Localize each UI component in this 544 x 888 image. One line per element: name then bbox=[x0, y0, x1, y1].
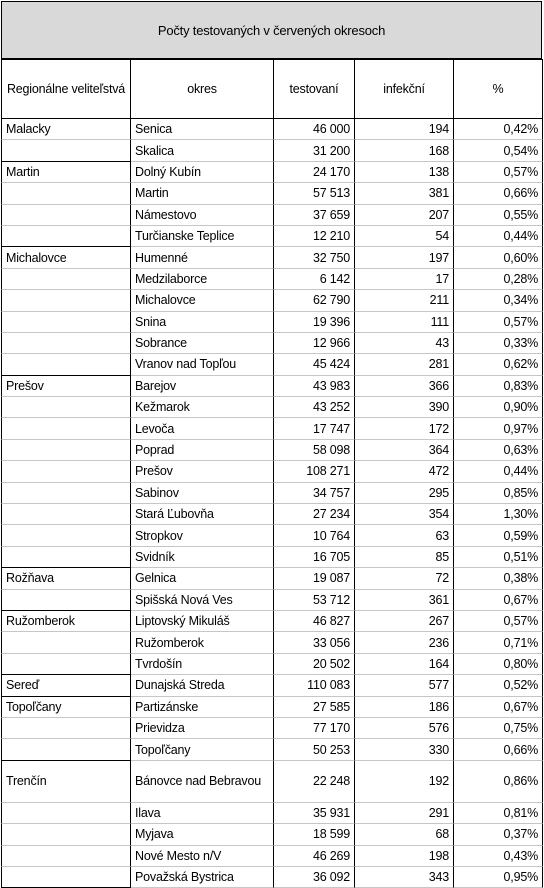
cell-percent: 0,44% bbox=[454, 226, 543, 247]
cell-infectious: 390 bbox=[355, 397, 454, 418]
cell-regional-command bbox=[1, 397, 131, 418]
cell-regional-command: Trenčín bbox=[1, 761, 131, 803]
cell-infectious: 68 bbox=[355, 824, 454, 845]
cell-tested: 36 092 bbox=[274, 867, 355, 888]
cell-regional-command bbox=[1, 632, 131, 653]
header-district: okres bbox=[131, 59, 274, 119]
cell-district: Senica bbox=[131, 119, 274, 140]
table-row bbox=[1, 376, 543, 397]
cell-infectious: 54 bbox=[355, 226, 454, 247]
table-row bbox=[1, 247, 543, 268]
cell-district: Kežmarok bbox=[131, 397, 274, 418]
cell-percent: 0,52% bbox=[454, 675, 543, 696]
cell-regional-command: Prešov bbox=[1, 376, 131, 397]
cell-infectious: 197 bbox=[355, 247, 454, 268]
cell-infectious: 361 bbox=[355, 590, 454, 611]
table-row bbox=[1, 440, 543, 461]
cell-district: Ilava bbox=[131, 803, 274, 824]
table-row bbox=[1, 504, 543, 525]
cell-tested: 19 087 bbox=[274, 568, 355, 589]
cell-district: Myjava bbox=[131, 824, 274, 845]
cell-percent: 0,33% bbox=[454, 333, 543, 354]
cell-tested: 58 098 bbox=[274, 440, 355, 461]
table-row bbox=[1, 803, 543, 824]
table-row bbox=[1, 824, 543, 845]
cell-infectious: 364 bbox=[355, 440, 454, 461]
cell-district: Dunajská Streda bbox=[131, 675, 274, 696]
cell-district: Spišská Nová Ves bbox=[131, 590, 274, 611]
cell-regional-command bbox=[1, 269, 131, 290]
cell-infectious: 236 bbox=[355, 632, 454, 653]
cell-infectious: 63 bbox=[355, 525, 454, 546]
cell-tested: 10 764 bbox=[274, 525, 355, 546]
cell-district: Bánovce nad Bebravou bbox=[131, 761, 274, 803]
cell-percent: 0,85% bbox=[454, 483, 543, 504]
cell-infectious: 85 bbox=[355, 547, 454, 568]
cell-percent: 0,28% bbox=[454, 269, 543, 290]
cell-district: Sobrance bbox=[131, 333, 274, 354]
header-tested: testovaní bbox=[274, 59, 355, 119]
data-table bbox=[1, 119, 543, 888]
cell-tested: 35 931 bbox=[274, 803, 355, 824]
cell-tested: 27 234 bbox=[274, 504, 355, 525]
cell-percent: 0,57% bbox=[454, 162, 543, 183]
cell-percent: 0,44% bbox=[454, 461, 543, 482]
cell-infectious: 198 bbox=[355, 846, 454, 867]
table-row bbox=[1, 312, 543, 333]
cell-regional-command bbox=[1, 290, 131, 311]
cell-infectious: 381 bbox=[355, 183, 454, 204]
cell-infectious: 17 bbox=[355, 269, 454, 290]
cell-tested: 108 271 bbox=[274, 461, 355, 482]
table-row bbox=[1, 354, 543, 375]
cell-district: Vranov nad Topľou bbox=[131, 354, 274, 375]
cell-tested: 12 210 bbox=[274, 226, 355, 247]
table-row bbox=[1, 568, 543, 589]
header-infectious: infekční bbox=[355, 59, 454, 119]
cell-tested: 46 000 bbox=[274, 119, 355, 140]
cell-regional-command bbox=[1, 226, 131, 247]
cell-district: Nové Mesto n/V bbox=[131, 846, 274, 867]
cell-percent: 0,80% bbox=[454, 654, 543, 675]
cell-district: Stará Ľubovňa bbox=[131, 504, 274, 525]
cell-tested: 24 170 bbox=[274, 162, 355, 183]
cell-infectious: 194 bbox=[355, 119, 454, 140]
cell-regional-command bbox=[1, 504, 131, 525]
cell-percent: 0,67% bbox=[454, 590, 543, 611]
cell-district: Partizánske bbox=[131, 697, 274, 718]
cell-regional-command: Michalovce bbox=[1, 247, 131, 268]
cell-tested: 32 750 bbox=[274, 247, 355, 268]
cell-percent: 0,66% bbox=[454, 739, 543, 760]
cell-regional-command: Ružomberok bbox=[1, 611, 131, 632]
cell-tested: 31 200 bbox=[274, 140, 355, 161]
cell-percent: 0,86% bbox=[454, 761, 543, 803]
table-row bbox=[1, 525, 543, 546]
cell-percent: 1,30% bbox=[454, 504, 543, 525]
table-row bbox=[1, 290, 543, 311]
cell-percent: 0,38% bbox=[454, 568, 543, 589]
cell-tested: 19 396 bbox=[274, 312, 355, 333]
cell-infectious: 295 bbox=[355, 483, 454, 504]
cell-infectious: 343 bbox=[355, 867, 454, 888]
cell-regional-command bbox=[1, 824, 131, 845]
table-row bbox=[1, 461, 543, 482]
cell-regional-command bbox=[1, 461, 131, 482]
cell-regional-command bbox=[1, 312, 131, 333]
cell-district: Svidník bbox=[131, 547, 274, 568]
table-row bbox=[1, 654, 543, 675]
header-percent: % bbox=[454, 59, 543, 119]
cell-percent: 0,54% bbox=[454, 140, 543, 161]
cell-infectious: 576 bbox=[355, 718, 454, 739]
cell-district: Považská Bystrica bbox=[131, 867, 274, 888]
table-row bbox=[1, 333, 543, 354]
cell-infectious: 43 bbox=[355, 333, 454, 354]
cell-district: Snina bbox=[131, 312, 274, 333]
cell-tested: 57 513 bbox=[274, 183, 355, 204]
cell-tested: 6 142 bbox=[274, 269, 355, 290]
cell-tested: 77 170 bbox=[274, 718, 355, 739]
cell-district: Skalica bbox=[131, 140, 274, 161]
cell-infectious: 330 bbox=[355, 739, 454, 760]
cell-infectious: 211 bbox=[355, 290, 454, 311]
cell-infectious: 192 bbox=[355, 761, 454, 803]
table-row bbox=[1, 739, 543, 760]
cell-district: Ružomberok bbox=[131, 632, 274, 653]
table-row bbox=[1, 140, 543, 161]
cell-tested: 45 424 bbox=[274, 354, 355, 375]
cell-infectious: 207 bbox=[355, 205, 454, 226]
cell-tested: 50 253 bbox=[274, 739, 355, 760]
table-title: Počty testovaných v červených okresoch bbox=[1, 1, 542, 59]
cell-regional-command: Martin bbox=[1, 162, 131, 183]
cell-tested: 18 599 bbox=[274, 824, 355, 845]
table-row bbox=[1, 226, 543, 247]
cell-district: Levoča bbox=[131, 418, 274, 439]
cell-tested: 16 705 bbox=[274, 547, 355, 568]
cell-tested: 17 747 bbox=[274, 418, 355, 439]
cell-regional-command: Rožňava bbox=[1, 568, 131, 589]
cell-regional-command bbox=[1, 803, 131, 824]
table-row bbox=[1, 162, 543, 183]
cell-district: Prievidza bbox=[131, 718, 274, 739]
table-row bbox=[1, 483, 543, 504]
table-row bbox=[1, 119, 543, 140]
cell-percent: 0,66% bbox=[454, 183, 543, 204]
cell-infectious: 291 bbox=[355, 803, 454, 824]
cell-regional-command bbox=[1, 183, 131, 204]
table-row bbox=[1, 632, 543, 653]
cell-percent: 0,71% bbox=[454, 632, 543, 653]
cell-tested: 53 712 bbox=[274, 590, 355, 611]
cell-tested: 43 983 bbox=[274, 376, 355, 397]
cell-percent: 0,57% bbox=[454, 312, 543, 333]
cell-tested: 34 757 bbox=[274, 483, 355, 504]
table-row bbox=[1, 611, 543, 632]
table-row bbox=[1, 846, 543, 867]
cell-regional-command bbox=[1, 483, 131, 504]
table-row bbox=[1, 397, 543, 418]
cell-regional-command bbox=[1, 718, 131, 739]
header-regional-command: Regionálne veliteľstvá bbox=[1, 59, 131, 119]
cell-tested: 12 966 bbox=[274, 333, 355, 354]
cell-tested: 33 056 bbox=[274, 632, 355, 653]
cell-regional-command bbox=[1, 654, 131, 675]
table-row bbox=[1, 867, 543, 888]
cell-district: Dolný Kubín bbox=[131, 162, 274, 183]
cell-district: Michalovce bbox=[131, 290, 274, 311]
cell-infectious: 111 bbox=[355, 312, 454, 333]
header-row bbox=[1, 59, 543, 119]
cell-infectious: 354 bbox=[355, 504, 454, 525]
cell-percent: 0,95% bbox=[454, 867, 543, 888]
table-row bbox=[1, 183, 543, 204]
cell-district: Poprad bbox=[131, 440, 274, 461]
cell-percent: 0,55% bbox=[454, 205, 543, 226]
table-row bbox=[1, 269, 543, 290]
table-row bbox=[1, 718, 543, 739]
cell-regional-command bbox=[1, 739, 131, 760]
table-row bbox=[1, 697, 543, 718]
cell-district: Barejov bbox=[131, 376, 274, 397]
cell-percent: 0,34% bbox=[454, 290, 543, 311]
cell-regional-command: Sereď bbox=[1, 675, 131, 696]
cell-infectious: 172 bbox=[355, 418, 454, 439]
cell-district: Medzilaborce bbox=[131, 269, 274, 290]
cell-district: Stropkov bbox=[131, 525, 274, 546]
cell-district: Turčianske Teplice bbox=[131, 226, 274, 247]
cell-district: Tvrdošín bbox=[131, 654, 274, 675]
table-row bbox=[1, 675, 543, 696]
cell-regional-command bbox=[1, 525, 131, 546]
cell-infectious: 72 bbox=[355, 568, 454, 589]
table-row bbox=[1, 418, 543, 439]
table-row bbox=[1, 761, 543, 803]
cell-regional-command bbox=[1, 140, 131, 161]
cell-percent: 0,57% bbox=[454, 611, 543, 632]
cell-infectious: 186 bbox=[355, 697, 454, 718]
cell-tested: 62 790 bbox=[274, 290, 355, 311]
cell-regional-command bbox=[1, 590, 131, 611]
cell-percent: 0,97% bbox=[454, 418, 543, 439]
cell-tested: 43 252 bbox=[274, 397, 355, 418]
cell-tested: 27 585 bbox=[274, 697, 355, 718]
cell-percent: 0,59% bbox=[454, 525, 543, 546]
table-row bbox=[1, 205, 543, 226]
cell-regional-command bbox=[1, 418, 131, 439]
cell-tested: 46 269 bbox=[274, 846, 355, 867]
cell-district: Námestovo bbox=[131, 205, 274, 226]
cell-percent: 0,42% bbox=[454, 119, 543, 140]
cell-infectious: 472 bbox=[355, 461, 454, 482]
cell-regional-command: Malacky bbox=[1, 119, 131, 140]
cell-percent: 0,81% bbox=[454, 803, 543, 824]
cell-district: Topoľčany bbox=[131, 739, 274, 760]
cell-percent: 0,43% bbox=[454, 846, 543, 867]
cell-tested: 46 827 bbox=[274, 611, 355, 632]
cell-infectious: 164 bbox=[355, 654, 454, 675]
cell-tested: 110 083 bbox=[274, 675, 355, 696]
cell-tested: 20 502 bbox=[274, 654, 355, 675]
cell-regional-command: Topoľčany bbox=[1, 697, 131, 718]
cell-percent: 0,51% bbox=[454, 547, 543, 568]
cell-tested: 37 659 bbox=[274, 205, 355, 226]
cell-regional-command bbox=[1, 547, 131, 568]
cell-infectious: 138 bbox=[355, 162, 454, 183]
cell-regional-command bbox=[1, 354, 131, 375]
cell-regional-command bbox=[1, 846, 131, 867]
cell-percent: 0,67% bbox=[454, 697, 543, 718]
cell-percent: 0,60% bbox=[454, 247, 543, 268]
cell-district: Sabinov bbox=[131, 483, 274, 504]
cell-percent: 0,83% bbox=[454, 376, 543, 397]
table-row bbox=[1, 547, 543, 568]
cell-district: Martin bbox=[131, 183, 274, 204]
cell-tested: 22 248 bbox=[274, 761, 355, 803]
cell-percent: 0,62% bbox=[454, 354, 543, 375]
cell-regional-command bbox=[1, 440, 131, 461]
cell-district: Gelnica bbox=[131, 568, 274, 589]
cell-percent: 0,75% bbox=[454, 718, 543, 739]
cell-infectious: 281 bbox=[355, 354, 454, 375]
cell-district: Liptovský Mikuláš bbox=[131, 611, 274, 632]
cell-district: Prešov bbox=[131, 461, 274, 482]
cell-regional-command bbox=[1, 867, 131, 888]
cell-percent: 0,90% bbox=[454, 397, 543, 418]
cell-regional-command bbox=[1, 333, 131, 354]
cell-percent: 0,37% bbox=[454, 824, 543, 845]
table-row bbox=[1, 590, 543, 611]
cell-infectious: 577 bbox=[355, 675, 454, 696]
cell-regional-command bbox=[1, 205, 131, 226]
cell-infectious: 168 bbox=[355, 140, 454, 161]
cell-infectious: 267 bbox=[355, 611, 454, 632]
cell-percent: 0,63% bbox=[454, 440, 543, 461]
cell-infectious: 366 bbox=[355, 376, 454, 397]
cell-district: Humenné bbox=[131, 247, 274, 268]
